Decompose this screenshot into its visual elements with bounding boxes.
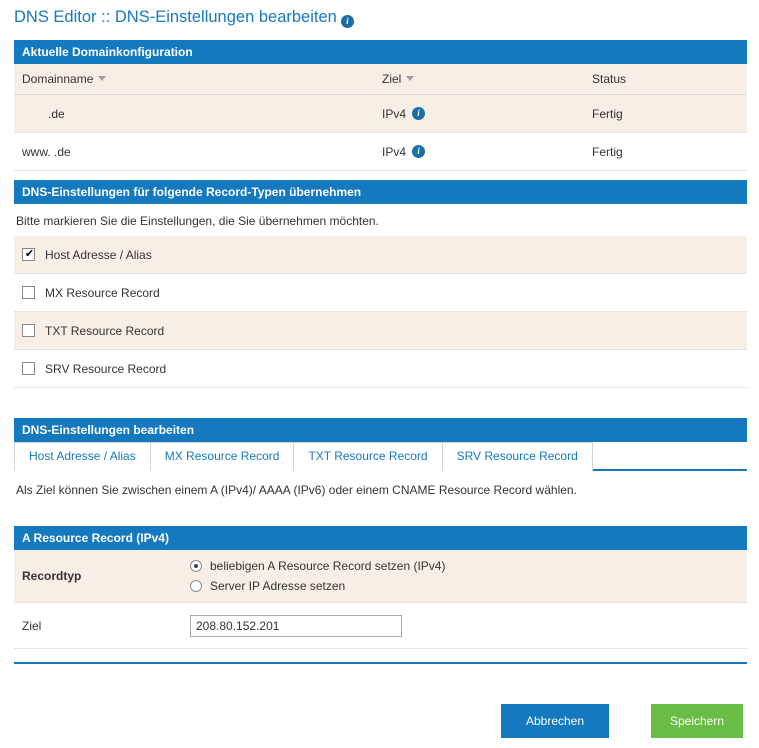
radio-label: Server IP Adresse setzen (210, 579, 346, 593)
cell-status: Fertig (584, 133, 747, 171)
domain-configuration-header: Aktuelle Domainkonfiguration (14, 40, 747, 64)
table-row (14, 95, 747, 133)
a-resource-record-section (14, 526, 747, 649)
tab-host-adresse-alias[interactable] (14, 442, 151, 471)
domain-configuration-table (14, 64, 747, 171)
sort-caret-icon[interactable] (406, 76, 414, 81)
cell-domainname: www. .de (14, 133, 374, 171)
radio-option-server-ip-adresse[interactable] (190, 576, 747, 596)
checkbox-row-host-adresse-alias[interactable] (14, 236, 747, 274)
tab-label: TXT Resource Record (308, 449, 428, 463)
checkbox-row-mx-resource-record[interactable] (14, 274, 747, 312)
column-header-ziel[interactable] (374, 64, 584, 95)
ziel-label: Ziel (22, 618, 42, 633)
cancel-button[interactable]: Abbrechen (501, 704, 609, 738)
tab-label: MX Resource Record (164, 449, 280, 463)
tab-label: Host Adresse / Alias (29, 449, 136, 463)
footer-divider (14, 662, 747, 664)
cell-ziel-label: IPv4 (382, 144, 407, 159)
a-resource-record-header: A Resource Record (IPv4) (14, 526, 747, 550)
recordtyp-row (14, 550, 747, 603)
recordtyp-label: Recordtyp (22, 569, 82, 583)
checkbox-row-txt-resource-record[interactable] (14, 312, 747, 350)
tab-mx-resource-record[interactable] (150, 442, 295, 471)
info-icon[interactable]: i (412, 107, 425, 120)
checkbox-srv-resource-record[interactable] (22, 362, 35, 375)
column-header-ziel-label: Ziel (382, 72, 402, 86)
domain-configuration-section (14, 40, 747, 171)
checkbox-label: MX Resource Record (45, 285, 160, 300)
record-types-section (14, 180, 747, 388)
page-title-info-icon[interactable]: i (341, 15, 354, 28)
tab-bar (14, 442, 747, 471)
cell-ziel (374, 133, 584, 171)
radio-option-beliebigen-a-record[interactable] (190, 556, 747, 576)
page-title-text: DNS Editor :: DNS-Einstellungen bearbeiten (14, 8, 337, 26)
checkbox-label: TXT Resource Record (45, 323, 165, 338)
cell-domainname: .de (14, 95, 374, 133)
ziel-row (14, 603, 747, 649)
tab-srv-resource-record[interactable] (442, 442, 593, 471)
column-header-domainname[interactable] (14, 64, 374, 95)
tab-label: SRV Resource Record (456, 449, 578, 463)
dns-settings-editor-header: DNS-Einstellungen bearbeiten (14, 418, 747, 442)
column-header-status (584, 64, 747, 95)
save-button[interactable]: Speichern (651, 704, 743, 738)
checkbox-label: SRV Resource Record (45, 361, 167, 376)
sort-caret-icon[interactable] (98, 76, 106, 81)
radio-beliebigen-a-record[interactable] (190, 560, 202, 572)
radio-server-ip-adresse[interactable] (190, 580, 202, 592)
cell-ziel-label: IPv4 (382, 106, 407, 121)
tab-txt-resource-record[interactable] (293, 442, 442, 471)
checkbox-row-srv-resource-record[interactable] (14, 350, 747, 388)
column-header-status-label: Status (592, 72, 627, 86)
tab-description: Als Ziel können Sie zwischen einem A (IPv4)/ AAAA (IPv6) oder einem CNAME Resource Record wählen. (16, 483, 577, 497)
checkbox-label: Host Adresse / Alias (45, 247, 152, 262)
checkbox-host-adresse-alias[interactable] (22, 248, 35, 261)
ziel-input[interactable] (190, 615, 402, 637)
checkbox-txt-resource-record[interactable] (22, 324, 35, 337)
table-row (14, 133, 747, 171)
cell-ziel (374, 95, 584, 133)
record-types-note: Bitte markieren Sie die Einstellungen, die Sie übernehmen möchten. (16, 214, 379, 228)
info-icon[interactable]: i (412, 145, 425, 158)
table-header-row (14, 64, 747, 95)
recordtyp-options (190, 550, 747, 602)
cell-status: Fertig (584, 95, 747, 133)
page-title (14, 8, 354, 28)
dns-settings-editor-section (14, 418, 747, 507)
column-header-domainname-label: Domainname (22, 72, 94, 86)
radio-label: beliebigen A Resource Record setzen (IPv4) (210, 559, 446, 573)
checkbox-mx-resource-record[interactable] (22, 286, 35, 299)
ziel-field-wrapper (190, 609, 747, 643)
record-types-header: DNS-Einstellungen für folgende Record-Typen übernehmen (14, 180, 747, 204)
